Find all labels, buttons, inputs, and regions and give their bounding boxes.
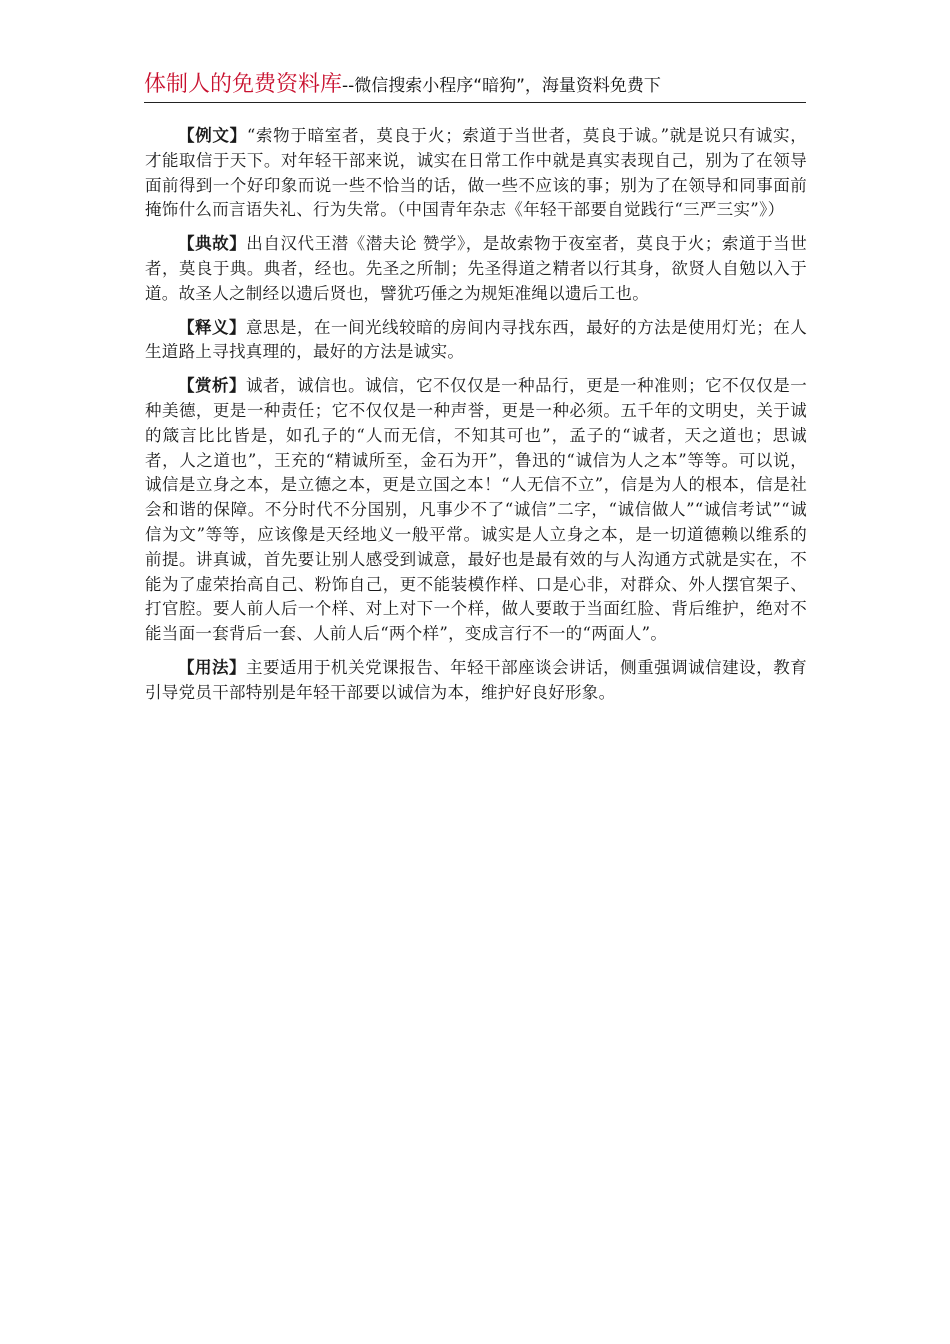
- section-tag: 【释义】: [178, 317, 247, 337]
- section-text: 诚者，诚信也。诚信，它不仅仅是一种品行，更是一种准则；它不仅仅是一种美德，更是一种责任；它不仅仅是一种声誉，更是一种必须。五千年的文明史，关于诚的箴言比比皆是，如孔子的“人而无信，不知其可也”，孟子的“诚者，天之道也；思诚者，人之道也”，王充的“精诚所至，金石为开”，鲁迅的“诚信为人之本”等等。可以说，诚信是立身之本，是立德之本，更是立国之本！“人无信不立”，信是为人的根本，信是社会和谐的保障。不分时代不分国别，凡事少不了“诚信”二字，“诚信做人”“诚信考试”“诚信为文”等等，应该像是天经地义一般平常。诚实是人立身之本，是一切道德赖以维系的前提。讲真诚，首先要让别人感受到诚意，最好也是最有效的与人沟通方式就是实在，不能为了虚荣抬高自己、粉饰自己，更不能装模作样、口是心非，对群众、外人摆官架子、打官腔。要人前人后一个样、对上对下一个样，做人要敢于当面红脸、背后维护，绝对不能当面一套背后一套、人前人后“两个样”，变成言行不一的“两面人”。: [145, 376, 808, 644]
- header-slogan: --微信搜索小程序“暗狗”，海量资料免费下: [342, 76, 661, 96]
- header-brand: 体制人的免费资料库: [144, 72, 343, 97]
- section-tag: 【例文】: [178, 126, 247, 145]
- section-tag: 【用法】: [178, 657, 247, 677]
- section-text: 主要适用于机关党课报告、年轻干部座谈会讲话，侧重强调诚信建设，教育引导党员干部特别是年轻干部要以诚信为本，维护好良好形象。: [145, 657, 808, 702]
- section-text: “索物于暗室者，莫良于火；索道于当世者，莫良于诚。”就是说只有诚实，才能取信于天下。对年轻干部来说，诚实在日常工作中就是真实表现自己，别为了在领导面前得到一个好印象而说一些不恰当的话，做一些不应该的事；别为了在领导和同事面前掩饰什么而言语失礼、行为失常。（中国青年杂志《年轻干部要自觉践行“三严三实”》）: [145, 126, 807, 220]
- section-allusion: [145, 232, 807, 306]
- section-meaning: [145, 316, 807, 366]
- document-body: [145, 124, 807, 715]
- section-appreciation: [145, 374, 807, 647]
- section-tag: 【赏析】: [178, 376, 247, 396]
- section-text: 出自汉代王潜《潜夫论 赞学》，是故索物于夜室者，莫良于火；索道于当世者，莫良于典。典者，经也。先圣之所制；先圣得道之精者以行其身，欲贤人自勉以入于道。故圣人之制经以遗后贤也，譬犹巧倕之为规矩准绳以遗后工也。: [145, 234, 807, 303]
- section-tag: 【典故】: [178, 234, 247, 254]
- section-usage: [145, 656, 807, 706]
- section-example: [145, 124, 807, 223]
- section-text: 意思是，在一间光线较暗的房间内寻找东西，最好的方法是使用灯光；在人生道路上寻找真理的，最好的方法是诚实。: [145, 317, 808, 362]
- page-header: [144, 70, 806, 103]
